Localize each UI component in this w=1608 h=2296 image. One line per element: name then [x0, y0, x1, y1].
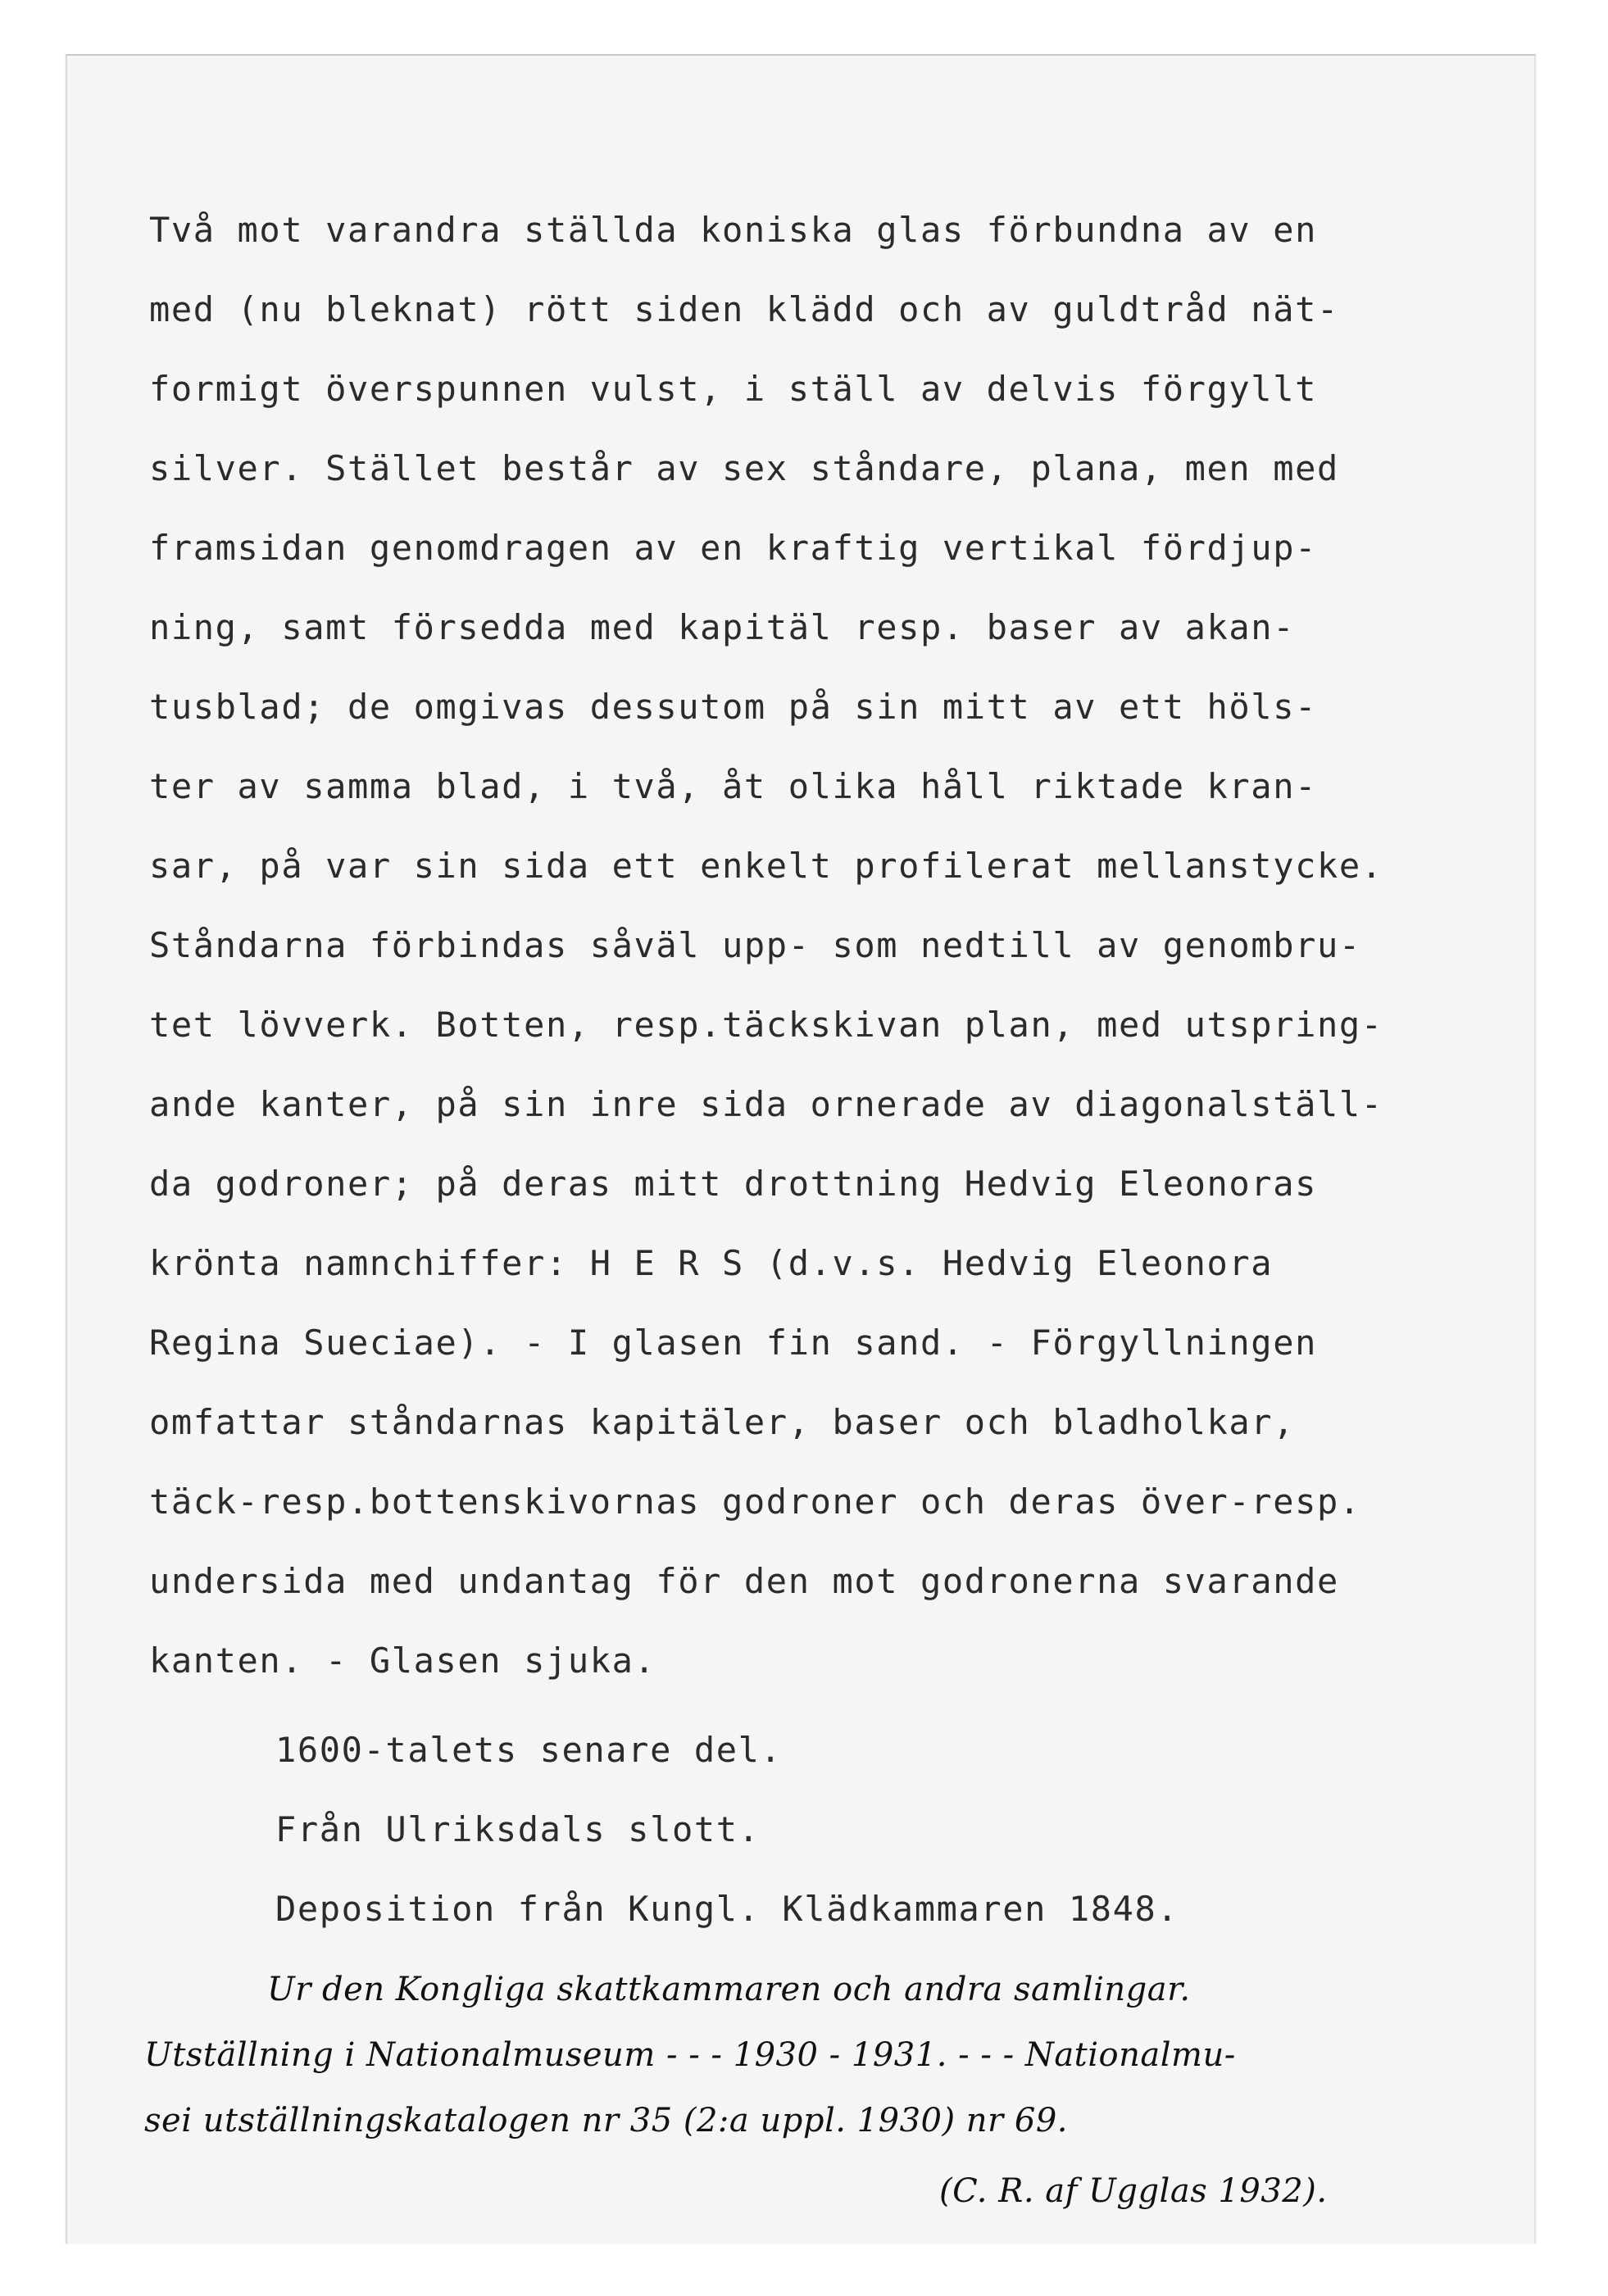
typed-line: tet lövverk. Botten, resp.täckskivan plan, med utspring- — [149, 1005, 1383, 1045]
typed-line: tusblad; de omgivas dessutom på sin mitt av ett höls- — [149, 687, 1317, 727]
typed-line: ning, samt försedda med kapitäl resp. baser av akan- — [149, 607, 1296, 647]
typed-line: Regina Sueciae). - I glasen fin sand. - Förgyllningen — [149, 1323, 1317, 1363]
typed-line: undersida med undantag för den mot godronerna svarande — [149, 1561, 1339, 1601]
typed-line: täck-resp.bottenskivornas godroner och deras över-resp. — [149, 1482, 1361, 1522]
dating-line: 1600-talets senare del. — [275, 1730, 783, 1770]
typed-line: med (nu bleknat) rött siden klädd och av guldtråd nät- — [149, 289, 1339, 329]
typed-line: silver. Stället består av sex ståndare, plana, men med — [149, 448, 1339, 488]
typed-line: omfattar ståndarnas kapitäler, baser och bladholkar, — [149, 1402, 1296, 1442]
typed-line: sar, på var sin sida ett enkelt profilerat mellanstycke. — [149, 846, 1383, 886]
handwritten-annotation — [144, 1957, 1538, 2224]
handwritten-signature: (C. R. af Ugglas 1932). — [939, 2172, 1328, 2210]
handwritten-line: Utställning i Nationalmuseum - - - 1930 - 1931. - - - Nationalmu- — [144, 2036, 1236, 2074]
typed-line: Ståndarna förbindas såväl upp- som nedtill av genombru- — [149, 925, 1361, 965]
typed-line: da godroner; på deras mitt drottning Hedvig Eleonoras — [149, 1164, 1317, 1204]
typed-line: framsidan genomdragen av en kraftig vertikal fördjup- — [149, 528, 1317, 568]
typed-line: ande kanter, på sin inre sida ornerade av diagonalställ- — [149, 1084, 1383, 1124]
handwritten-line: sei utställningskatalogen nr 35 (2:a uppl. 1930) nr 69. — [144, 2102, 1068, 2139]
typed-line: krönta namnchiffer: H E R S (d.v.s. Hedvig Eleonora — [149, 1243, 1274, 1283]
typed-description — [149, 190, 1526, 1949]
deposition-line: Deposition från Kungl. Klädkammaren 1848. — [275, 1889, 1179, 1929]
typed-line: Två mot varandra ställda koniska glas förbundna av en — [149, 210, 1317, 250]
provenance-line: Från Ulriksdals slott. — [275, 1809, 761, 1849]
handwritten-line: Ur den Kongliga skattkammaren och andra samlingar. — [267, 1971, 1191, 2008]
typed-line: formigt överspunnen vulst, i ställ av delvis förgyllt — [149, 369, 1317, 409]
typed-line: ter av samma blad, i två, åt olika håll riktade kran- — [149, 766, 1317, 806]
typed-line: kanten. - Glasen sjuka. — [149, 1640, 656, 1681]
